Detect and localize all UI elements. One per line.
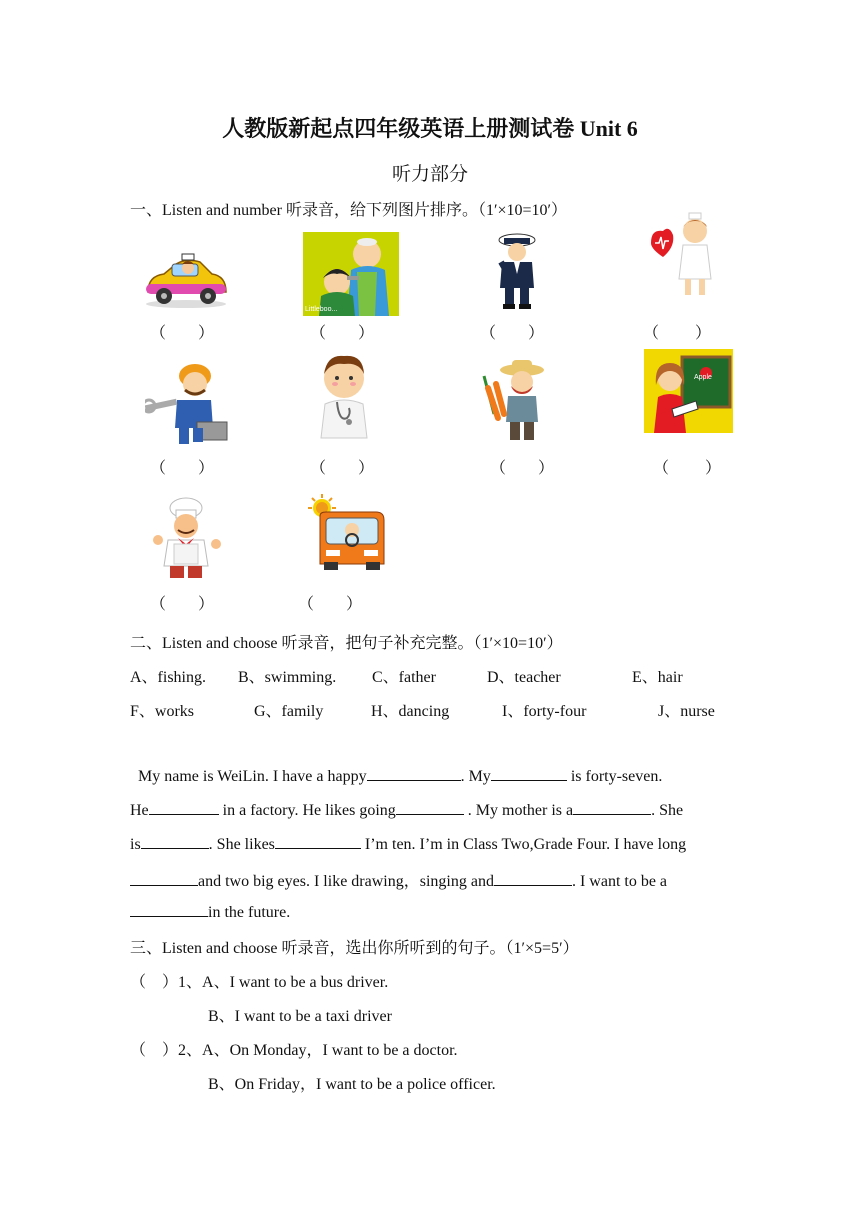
passage-text: is forty-seven. bbox=[566, 768, 663, 785]
page-subtitle: 听力部分 bbox=[391, 164, 468, 185]
question-1-option-a: A、I want to be a bus driver. bbox=[202, 974, 389, 991]
question-2-option-b: B、On Friday，I want to be a police officer. bbox=[208, 1076, 496, 1093]
blank-6[interactable] bbox=[141, 834, 209, 849]
question-1-option-b: B、I want to be a taxi driver bbox=[208, 1008, 392, 1025]
blank-4[interactable] bbox=[396, 800, 464, 815]
answer-paren-5[interactable]: （ ） bbox=[150, 460, 215, 477]
worker-icon bbox=[145, 356, 231, 448]
passage-line-1 bbox=[138, 766, 662, 786]
answer-paren-9[interactable]: （ ） bbox=[150, 596, 215, 613]
answer-paren-3[interactable]: （ ） bbox=[480, 325, 545, 342]
answer-paren-6[interactable]: （ ） bbox=[310, 460, 375, 477]
passage-text: in the future. bbox=[208, 904, 291, 921]
board-label: Apple bbox=[694, 374, 712, 381]
blank-2[interactable] bbox=[491, 766, 567, 781]
farmer-icon bbox=[478, 358, 550, 444]
passage-line-3 bbox=[130, 834, 686, 854]
question-2 bbox=[130, 1037, 458, 1060]
question-2-prefix[interactable]: （ ）2、 bbox=[130, 1042, 203, 1059]
doctor-icon bbox=[317, 352, 371, 440]
barber-caption: Littleboo... bbox=[305, 306, 338, 313]
passage-text: I’m ten. I’m in Class Two,Grade Four. I have long bbox=[360, 836, 687, 853]
passage-line-5 bbox=[130, 902, 290, 922]
blank-7[interactable] bbox=[275, 834, 361, 849]
bus-driver-icon bbox=[306, 494, 388, 574]
option-g: G、family bbox=[254, 703, 324, 720]
passage-line-4 bbox=[130, 868, 667, 891]
nurse-icon bbox=[647, 207, 717, 299]
passage-text: . She likes bbox=[208, 836, 275, 853]
option-i: I、forty-four bbox=[502, 703, 587, 720]
blank-1[interactable] bbox=[367, 766, 461, 781]
section1-heading: 一、Listen and number 听录音，给下列图片排序。（1′×10=10′） bbox=[130, 202, 568, 219]
answer-paren-8[interactable]: （ ） bbox=[653, 460, 722, 477]
section3-heading: 三、Listen and choose 听录音，选出你所听到的句子。（1′×5=5′） bbox=[130, 940, 579, 957]
passage-text: and two big eyes. I like drawing，singing and bbox=[198, 873, 494, 890]
option-c: C、father bbox=[372, 669, 436, 686]
passage-text: My name is WeiLin. I have a happy bbox=[138, 768, 367, 785]
passage-text: in a factory. He likes going bbox=[218, 802, 396, 819]
option-e: E、hair bbox=[632, 669, 683, 686]
passage-text: is bbox=[130, 836, 141, 853]
answer-paren-10[interactable]: （ ） bbox=[298, 596, 363, 613]
passage-text: . My bbox=[460, 768, 491, 785]
teacher-icon bbox=[644, 349, 733, 433]
cook-icon bbox=[148, 496, 224, 584]
question-2-option-a: A、On Monday，I want to be a doctor. bbox=[202, 1042, 458, 1059]
answer-paren-4[interactable]: （ ） bbox=[643, 325, 712, 342]
section2-heading: 二、Listen and choose 听录音，把句子补充完整。（1′×10=10′） bbox=[130, 635, 563, 652]
option-d: D、teacher bbox=[487, 669, 561, 686]
option-b: B、swimming. bbox=[238, 669, 337, 686]
passage-text: . She bbox=[651, 802, 684, 819]
passage-text: . My mother is a bbox=[463, 802, 574, 819]
question-1 bbox=[130, 969, 388, 992]
question-1-prefix[interactable]: （ ）1、 bbox=[130, 974, 203, 991]
blank-10[interactable] bbox=[130, 902, 208, 917]
answer-paren-2[interactable]: （ ） bbox=[310, 325, 375, 342]
option-j: J、nurse bbox=[658, 703, 715, 720]
passage-text: . I want to be a bbox=[571, 873, 668, 890]
option-h: H、dancing bbox=[371, 703, 450, 720]
blank-3[interactable] bbox=[149, 800, 219, 815]
option-a: A、fishing. bbox=[130, 669, 207, 686]
passage-text: He bbox=[130, 802, 149, 819]
passage-line-2 bbox=[130, 800, 683, 820]
police-officer-icon bbox=[492, 230, 542, 312]
blank-9[interactable] bbox=[494, 871, 572, 886]
answer-paren-7[interactable]: （ ） bbox=[490, 460, 555, 477]
blank-5[interactable] bbox=[573, 800, 651, 815]
barber-icon bbox=[303, 232, 399, 316]
option-f: F、works bbox=[130, 703, 195, 720]
taxi-driver-icon bbox=[142, 250, 230, 310]
answer-paren-1[interactable]: （ ） bbox=[150, 325, 215, 342]
page-title: 人教版新起点四年级英语上册测试卷 Unit 6 bbox=[222, 116, 638, 141]
blank-8[interactable] bbox=[130, 871, 198, 886]
